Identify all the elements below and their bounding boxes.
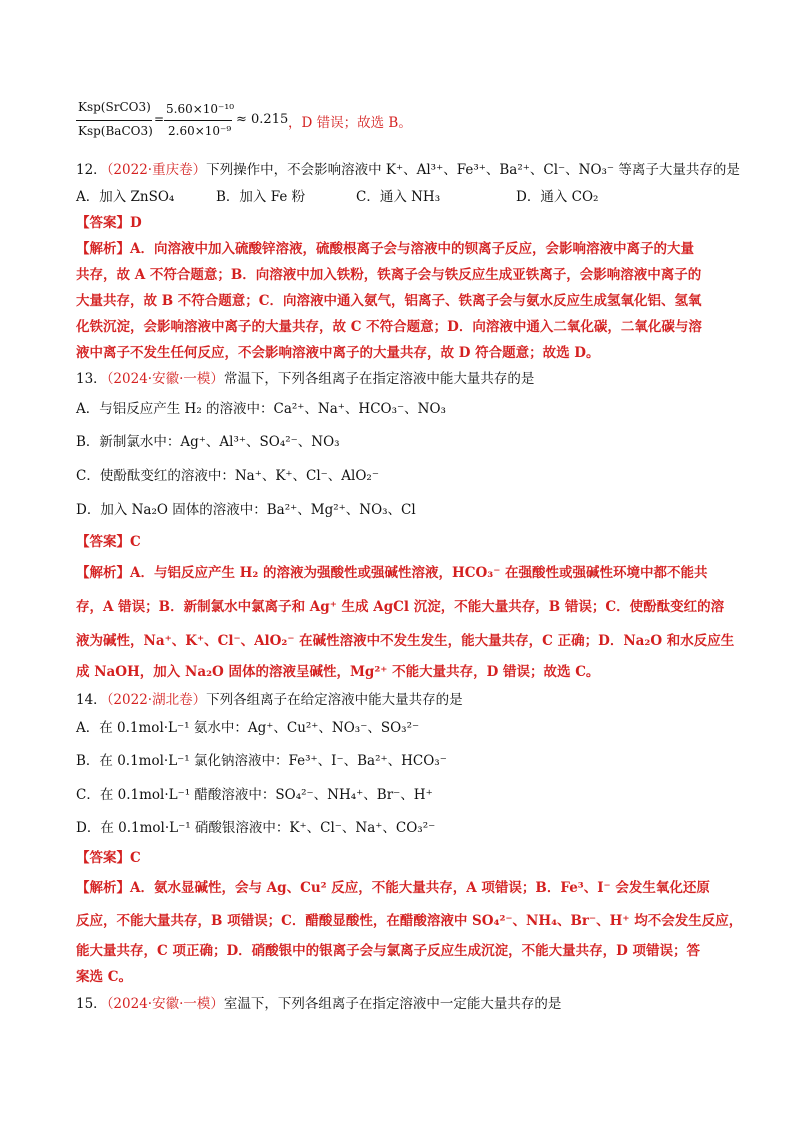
question-13-stem [76,369,730,389]
question-13-source: （2024·安徽·一模） [106,371,224,387]
question-15-source: （2024·安徽·一模） [106,996,224,1012]
answer-value: D [130,215,142,231]
analysis-tag: 【解析】 [76,565,130,581]
question-13-text: 常温下，下列各组离子在指定溶液中能大量共存的是 [223,371,535,387]
question-14-answer [76,848,730,868]
analysis-text: A．氨水显碱性，会与 Ag、Cu² 反应，不能大量共存，A 项错误；B．Fe³、I⁻ 会发生氧化还原 [130,880,710,896]
analysis-text: A．向溶液中加入硫酸锌溶液，硫酸根离子会与溶液中的钡离子反应，会影响溶液中离子的大量 [130,241,694,257]
question-14-option-d: D．在 0.1mol·L⁻¹ 硝酸银溶液中：K⁺、Cl⁻、Na⁺、CO₃²⁻ [76,820,436,836]
question-12-option-d: D．通入 CO₂ [516,189,599,205]
question-13-answer [76,532,730,552]
question-12-option-c: C．通入 NH₃ [356,189,441,205]
answer-tag: 【答案】 [76,850,130,866]
question-14-option-b: B．在 0.1mol·L⁻¹ 氯化钠溶液中：Fe³⁺、I⁻、Ba²⁺、HCO₃⁻ [76,753,447,769]
question-12-analysis-line-4: 化铁沉淀，会影响溶液中离子的大量共存，故 C 不符合题意；D．向溶液中通入二氧化碳，二氧化碳与溶 [76,319,702,335]
question-12-analysis-line-5: 液中离子不发生任何反应，不会影响溶液中离子的大量共存，故 D 符合题意；故选 D。 [76,345,600,361]
fraction-right-bar [164,120,232,121]
fraction-right-denominator: 2.60×10⁻⁹ [168,124,232,138]
fraction-left-bar [76,120,152,121]
fraction-left-denominator: Ksp(BaCO3) [78,124,153,138]
question-14-analysis-line-2: 反应，不能大量共存，B 项错误；C．醋酸显酸性，在醋酸溶液中 SO₄²⁻、NH₄、Br⁻、H⁺ 均不会发生反应， [76,913,743,929]
fraction-conclusion: ，D 错误；故选 B。 [288,115,412,131]
ksp-ratio-formula [76,98,412,148]
question-12-option-b: B．加入 Fe 粉 [216,189,306,205]
question-14-source: （2022·湖北卷） [106,692,207,708]
question-15-text: 室温下，下列各组离子在指定溶液中一定能大量共存的是 [223,996,562,1012]
question-14-analysis-line-3: 能大量共存，C 项正确；D．硝酸银中的银离子会与氯离子反应生成沉淀，不能大量共存，D 项错误；答 [76,943,701,959]
question-14-stem [76,690,730,710]
question-12-options [76,187,730,207]
question-12-number: 12． [76,162,107,178]
question-14-analysis-line-1 [76,878,730,898]
question-15-stem [76,994,730,1014]
question-13-option-c: C．使酚酞变红的溶液中：Na⁺、K⁺、Cl⁻、AlO₂⁻ [76,468,379,484]
answer-value: C [130,534,141,550]
question-12-analysis-line-1 [76,239,730,259]
fraction-approx: ≈ 0.215 [236,112,289,127]
question-13-analysis-line-3: 液为碱性，Na⁺、K⁺、Cl⁻、AlO₂⁻ 在碱性溶液中不发生发生，能大量共存，C 正确；D．Na₂O 和水反应生 [76,633,735,649]
question-14-text: 下列各组离子在给定溶液中能大量共存的是 [206,692,463,708]
question-14-analysis-line-4: 案选 C。 [76,969,132,985]
fraction-left-numerator: Ksp(SrCO3) [78,100,151,114]
question-12-stem [76,160,740,180]
question-14-option-c: C．在 0.1mol·L⁻¹ 醋酸溶液中：SO₄²⁻、NH₄⁺、Br⁻、H⁺ [76,787,433,803]
analysis-tag: 【解析】 [76,880,130,896]
question-12-analysis-line-2: 共存，故 A 不符合题意；B．向溶液中加入铁粉，铁离子会与铁反应生成亚铁离子，会影响溶液中离子的 [76,267,702,283]
question-12-analysis-line-3: 大量共存，故 B 不符合题意；C．向溶液中通入氨气，铝离子、铁离子会与氨水反应生成氢氧化铝、氢氧 [76,293,702,309]
answer-tag: 【答案】 [76,534,130,550]
analysis-tag: 【解析】 [76,241,130,257]
question-13-analysis-line-1 [76,563,730,583]
answer-value: C [130,850,141,866]
question-12-option-a: A．加入 ZnSO₄ [76,189,175,205]
question-14-option-a: A．在 0.1mol·L⁻¹ 氨水中：Ag⁺、Cu²⁺、NO₃⁻、SO₃²⁻ [76,720,420,736]
answer-tag: 【答案】 [76,215,130,231]
question-13-analysis-line-2: 存，A 错误；B．新制氯水中氯离子和 Ag⁺ 生成 AgCl 沉淀，不能大量共存，B 错误；C．使酚酞变红的溶 [76,599,725,615]
question-13-option-a: A．与铝反应产生 H₂ 的溶液中：Ca²⁺、Na⁺、HCO₃⁻、NO₃ [76,401,446,417]
fraction-equals: = [154,112,165,126]
question-13-analysis-line-4: 成 NaOH，加入 Na₂O 固体的溶液呈碱性，Mg²⁺ 不能大量共存，D 错误；故选 C。 [76,664,600,680]
question-15-number: 15． [76,996,107,1012]
question-13-option-d: D．加入 Na₂O 固体的溶液中：Ba²⁺、Mg²⁺、NO₃、Cl [76,502,416,518]
fraction-right-numerator: 5.60×10⁻¹⁰ [166,102,234,116]
analysis-text: A．与铝反应产生 H₂ 的溶液为强酸性或强碱性溶液，HCO₃⁻ 在强酸性或强碱性环境中都不能共 [130,565,708,581]
question-13-option-b: B．新制氯水中：Ag⁺、Al³⁺、SO₄²⁻、NO₃ [76,434,340,450]
question-12-source: （2022·重庆卷） [106,162,207,178]
question-12-answer [76,213,730,233]
question-14-number: 14． [76,692,107,708]
question-12-text: 下列操作中，不会影响溶液中 K⁺、Al³⁺、Fe³⁺、Ba²⁺、Cl⁻、NO₃⁻ 等离子大量共存的是 [206,162,740,178]
question-13-number: 13． [76,371,107,387]
